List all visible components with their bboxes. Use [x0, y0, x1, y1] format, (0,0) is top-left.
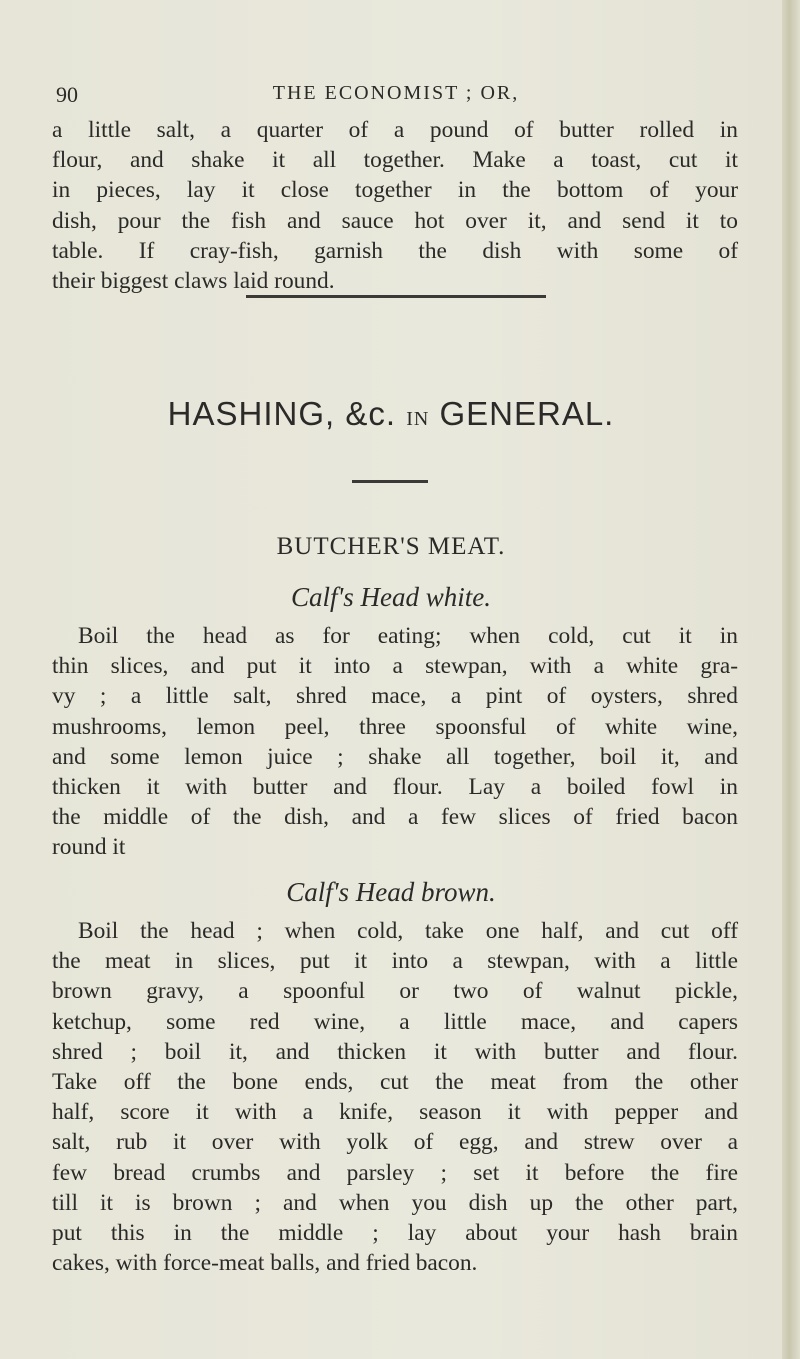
section-heading-main: HASHING, &c. [167, 395, 397, 432]
section-heading [0, 395, 782, 433]
intro-paragraph [52, 115, 738, 296]
text-line: a little salt, a quarter of a pound of butter rolled in [52, 117, 738, 143]
text-line: round it [52, 834, 126, 861]
page-number: 90 [56, 82, 78, 107]
text-line: mushrooms, lemon peel, three spoonsful of white wine, [52, 713, 738, 740]
text-line: salt, rub it over with yolk of egg, and strew over a [52, 1129, 738, 1156]
section-divider [246, 295, 546, 298]
text-line: and some lemon juice ; shake all together, boil it, and [52, 743, 738, 770]
text-line: vy ; a little salt, shred mace, a pint of oysters, shred [52, 683, 738, 710]
section-heading-in: IN [406, 408, 430, 430]
text-line: the middle of the dish, and a few slices of fried bacon [52, 804, 738, 831]
text-line: till it is brown ; and when you dish up the other part, [52, 1189, 738, 1216]
text-line: their biggest claws laid round. [52, 268, 335, 295]
text-line: half, score it with a knife, season it with pepper and [52, 1099, 738, 1126]
recipe-body [52, 916, 738, 1278]
text-line: Take off the bone ends, cut the meat from the other [52, 1069, 738, 1096]
text-line: the meat in slices, put it into a stewpan, with a little [52, 948, 738, 975]
text-line: thicken it with butter and flour. Lay a boiled fowl in [52, 774, 738, 801]
text-line: flour, and shake it all together. Make a toast, cut it [52, 147, 738, 174]
running-title: THE ECONOMIST ; OR, [272, 82, 520, 104]
page-gutter [782, 0, 800, 1359]
text-line: table. If cray-fish, garnish the dish with some of [52, 237, 738, 264]
text-line: ketchup, some red wine, a little mace, and capers [52, 1008, 738, 1035]
text-line: brown gravy, a spoonful or two of walnut pickle, [52, 978, 738, 1005]
section-heading-tail: GENERAL. [439, 395, 615, 432]
text-line: in pieces, lay it close together in the bottom of your [52, 177, 738, 204]
text-line: dish, pour the fish and sauce hot over it, and send it to [52, 207, 738, 234]
recipe-title: Calf's Head brown. [286, 877, 496, 907]
recipe-title: Calf's Head white. [290, 582, 492, 612]
recipe-body [52, 621, 738, 863]
short-divider [352, 480, 428, 483]
text-line: shred ; boil it, and thicken it with butter and flour. [52, 1038, 738, 1065]
text-line: Boil the head ; when cold, take one half, and cut off [78, 918, 738, 944]
text-line: cakes, with force-meat balls, and fried bacon. [52, 1250, 478, 1277]
text-line: few bread crumbs and parsley ; set it before the fire [52, 1159, 738, 1186]
running-head [56, 82, 736, 112]
text-line: thin slices, and put it into a stewpan, with a white gra- [52, 653, 738, 680]
text-line: Boil the head as for eating; when cold, cut it in [78, 623, 738, 649]
text-line: put this in the middle ; lay about your hash brain [52, 1220, 738, 1247]
subheading: BUTCHER'S MEAT. [276, 533, 506, 560]
